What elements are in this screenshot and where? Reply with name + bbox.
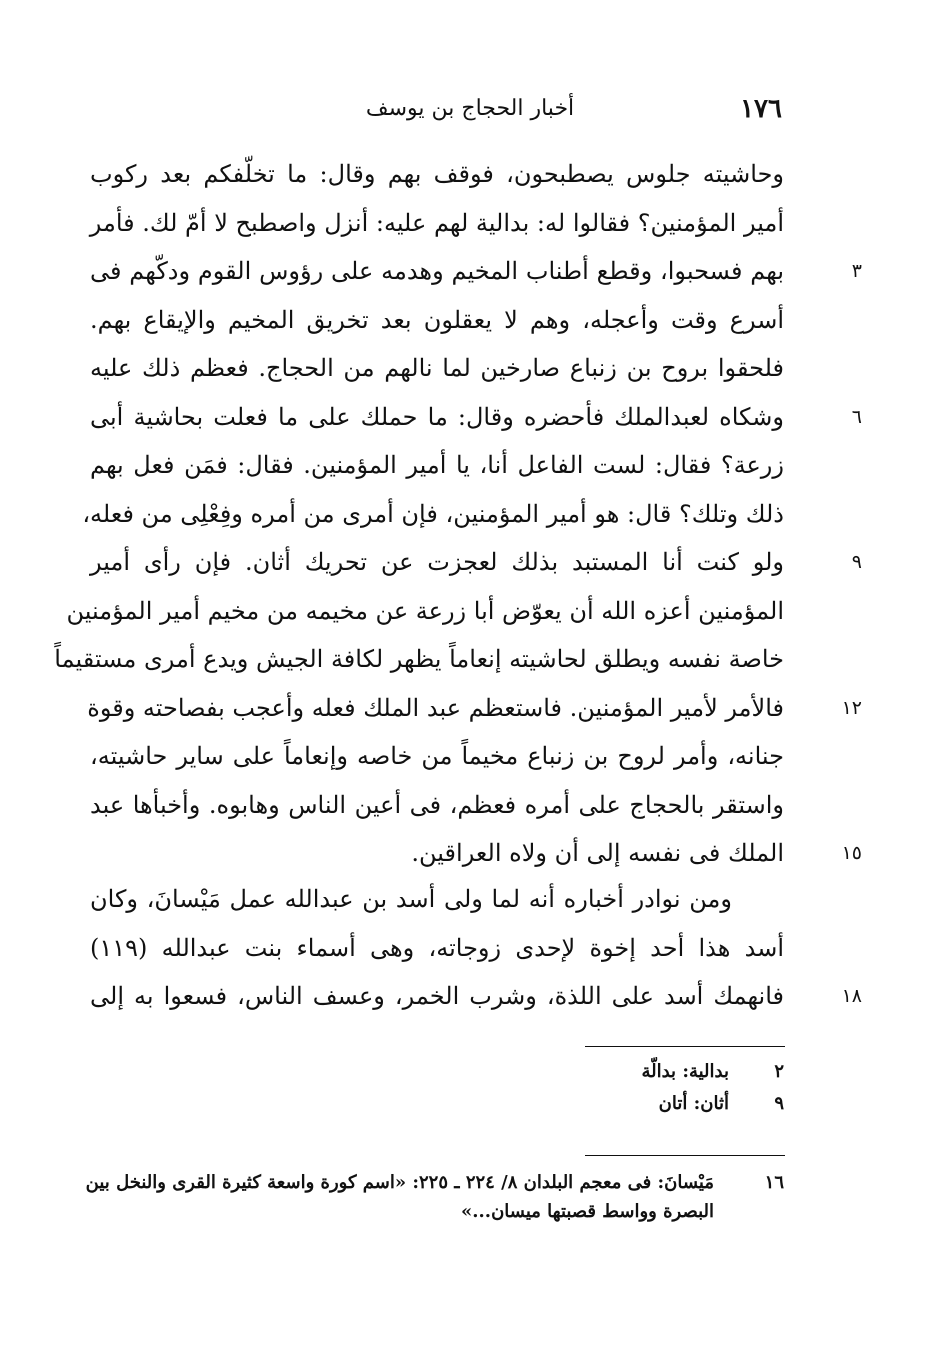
variant-notes — [384, 1056, 784, 1120]
text-line — [90, 781, 784, 830]
text-line — [90, 199, 784, 248]
text-line — [90, 538, 862, 587]
line-text: أسرع وقت وأعجله، وهم لا يعقلون بعد تخريق المخيم والإيقاع بهم. — [90, 305, 784, 334]
footnote-line — [85, 1168, 784, 1197]
footnote-divider — [585, 1046, 785, 1047]
main-paragraph — [54, 150, 862, 878]
text-line — [66, 587, 784, 636]
footnote-divider — [585, 1155, 785, 1156]
text-line — [90, 393, 862, 442]
variant-note — [384, 1056, 784, 1088]
note-number: ٢ — [774, 1061, 784, 1082]
line-text: فلحقوا بروح بن زنباع صارخين لما نالهم من الحجاج. فعظم ذلك عليه — [90, 354, 785, 382]
text-line — [90, 829, 862, 878]
text-line — [90, 150, 784, 199]
page-header — [150, 92, 790, 132]
line-text: ومن نوادر أخباره أنه لما ولى أسد بن عبدالله عمل مَيْسانَ، وكان — [90, 885, 732, 913]
line-text: زرعة؟ فقال: لست الفاعل أنا، يا أمير المؤمنين. فقال: فمَن فعل بهم — [90, 451, 784, 479]
text-line — [54, 635, 784, 684]
text-line — [82, 490, 784, 539]
footnote-number: ١٦ — [764, 1172, 784, 1193]
line-text: جنانه، وأمر لروح بن زنباع مخيماً من خاصه وإنعاماً على ساير حاشيته، — [90, 742, 784, 770]
footnote-text: البصرة وواسط قصبتها ميسان...» — [461, 1201, 714, 1222]
line-number: ١٢ — [841, 696, 862, 719]
text-line — [90, 344, 784, 393]
footnote-line — [90, 1197, 784, 1226]
line-text: فانهمك أسد على اللذة، وشرب الخمر، وعسف الناس، فسعوا به إلى — [90, 982, 784, 1010]
text-line — [90, 732, 784, 781]
line-text: أمير المؤمنين؟ فقالوا له: بدالية لهم عليه: أنزل واصطبح لا أمّ لك. فأمر — [89, 208, 784, 237]
line-number: ٣ — [851, 260, 862, 282]
text-line — [90, 924, 784, 973]
second-paragraph — [90, 875, 862, 1021]
line-text: الملك فى نفسه إلى أن ولاه العراقين. — [411, 839, 784, 867]
text-line — [90, 247, 862, 296]
line-number: ٦ — [851, 405, 862, 428]
text-line — [90, 441, 784, 490]
line-text: خاصة نفسه ويطلق لحاشيته إنعاماً يظهر لكافة الجيش ويدع أمرى مستقيماً — [54, 645, 784, 673]
line-text: فالأمر لأمير المؤمنين. فاستعظم عبد الملك فعله وأعجب بفصاحته وقوة — [87, 693, 784, 722]
footnote — [85, 1168, 784, 1226]
line-text: ولو كنت أنا المستبد بذلك لعجزت عن تحريك أثان. فإن رأى أمير — [90, 548, 784, 576]
line-text: المؤمنين أعزه الله أن يعوّض أبا زرعة عن مخيمه من مخيم أمير المؤمنين — [66, 596, 784, 625]
line-text: وحاشيته جلوس يصطبحون، فوقف بهم وقال: ما تخلّفكم بعد ركوب — [90, 160, 784, 188]
text-line — [87, 684, 862, 733]
line-text: واستقر بالحجاج على أمره فعظم، فى أعين الناس وهابوه. وأخبأها عبد — [90, 790, 784, 819]
text-line — [90, 875, 784, 924]
line-number: ١٥ — [841, 842, 862, 864]
running-title: أخبار الحجاج بن يوسف — [365, 96, 575, 121]
note-number: ٩ — [774, 1093, 784, 1114]
line-text: وشكاه لعبدالملك فأحضره وقال: ما حملك على ما فعلت بحاشية أبى — [90, 402, 784, 431]
line-number: ٩ — [851, 551, 862, 573]
text-line — [90, 296, 784, 345]
line-text: ذلك وتلك؟ قال: هو أمير المؤمنين، فإن أمرى من أمره وفِعْلِى من فعله، — [82, 499, 784, 528]
note-text: أثان: أتان — [658, 1093, 729, 1114]
text-line — [90, 972, 862, 1021]
line-number: ١٨ — [841, 985, 862, 1007]
page-number: ١٧٦ — [740, 94, 782, 124]
line-text: بهم فسحبوا، وقطع أطناب المخيم وهدمه على رؤوس القوم ودكّهم فى — [90, 257, 784, 285]
variant-note — [384, 1088, 784, 1120]
note-text: بدالية: بدالّة — [641, 1061, 729, 1082]
footnote-text: مَيْسانَ: فى معجم البلدان ٨/ ٢٢٤ ـ ٢٢٥: «اسم كورة واسعة كثيرة القرى والنخل بين — [85, 1172, 714, 1193]
line-text: أسد هذا أحد إخوة لإحدى زوجاته، وهى أسماء بنت عبدالله (١١٩) — [90, 933, 784, 962]
